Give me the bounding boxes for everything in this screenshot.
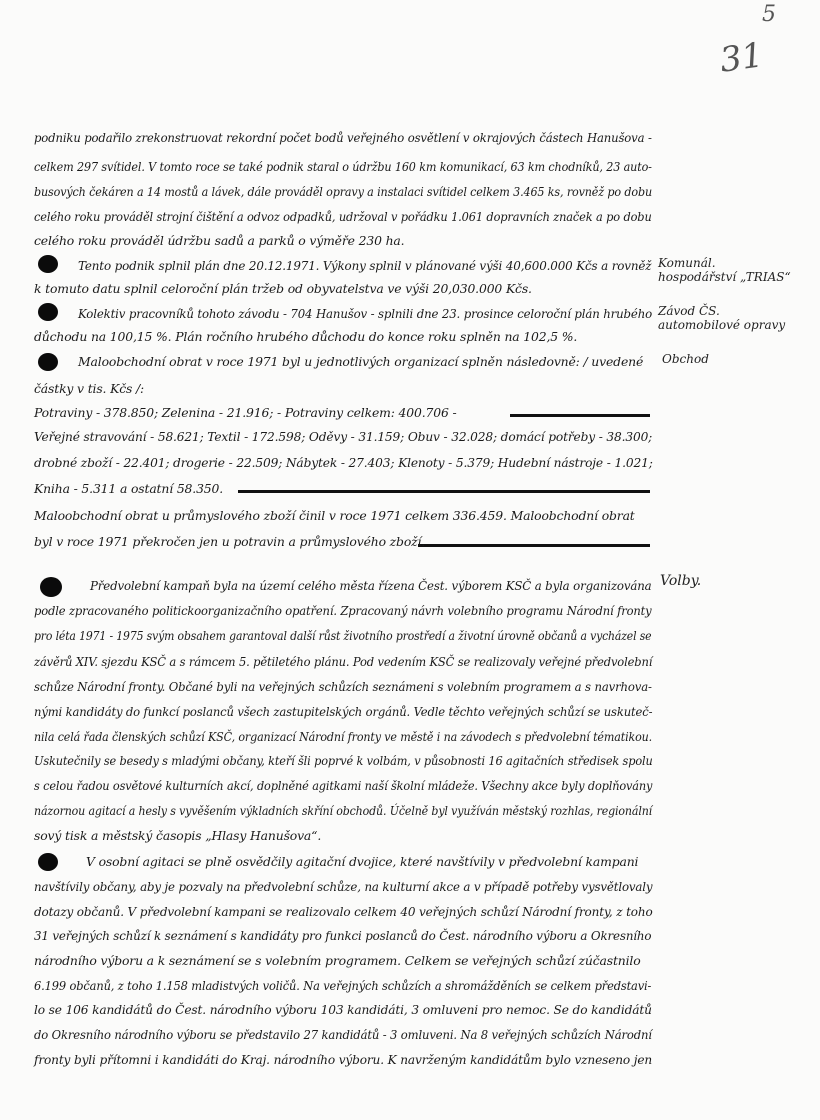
- text-line: lo se 106 kandidátů do Čest. národního výboru 103 kandidáti, 3 omluveni pro nemoc. Se do kandidátů: [34, 1002, 652, 1017]
- text-line: Maloobchodní obrat u průmyslového zboží činil v roce 1971 celkem 336.459. Maloobchodní obrat: [34, 508, 635, 523]
- bullet: [38, 853, 58, 871]
- text-line: podniku podařilo zrekonstruovat rekordní počet bodů veřejného osvětlení v okrajových částech Hanušova -: [34, 130, 652, 145]
- text-line: celého roku prováděl strojní čištění a odvoz odpadků, udržoval v pořádku 1.061 dopravních značek a po dobu: [34, 209, 652, 224]
- text-line: Veřejné stravování - 58.621; Textil - 172.598; Oděvy - 31.159; Obuv - 32.028; domácí potřeby - 38.300;: [34, 429, 653, 444]
- text-line: národního výboru a k seznámení se s volebním programem. Celkem se veřejných schůzí zúčastnilo: [34, 953, 641, 968]
- underline-rule: [238, 490, 650, 493]
- text-line: závěrů XIV. sjezdu KSČ a s rámcem 5. pětiletého plánu. Pod vedením KSČ se realizovaly veřejné předvolební: [34, 654, 653, 669]
- margin-note-zavod: Závod ČS. automobilové opravy: [658, 304, 786, 332]
- text-line: fronty byli přítomni i kandidáti do Kraj. národního výboru. K navrženým kandidátům bylo vzneseno jen: [34, 1052, 653, 1067]
- text-line: navštívily občany, aby je pozvaly na předvolební schůze, na kulturní akce a v případě potřeby vysvětlovaly: [34, 879, 653, 894]
- corner-page-mark: 5: [762, 2, 776, 27]
- text-line: názornou agitací a hesly s vyvěšením výkladních skříní obchodů. Účelně byl využíván městský rozhlas, regionální: [34, 803, 653, 818]
- text-line: částky v tis. Kčs /:: [34, 381, 145, 396]
- text-line: busových čekáren a 14 mostů a lávek, dále prováděl opravy a instalaci svítidel celkem 3.465 ks, rovněž po dobu: [34, 184, 653, 199]
- text-line: 6.199 občanů, z toho 1.158 mladistvých voličů. Na veřejných schůzích a shromážděních se celkem představi-: [34, 978, 652, 993]
- text-line: důchodu na 100,15 %. Plán ročního hrubého důchodu do konce roku splněn na 102,5 %.: [34, 329, 578, 344]
- text-line: Uskutečnily se besedy s mladými občany, kteří šli poprvé k volbám, v působnosti 16 agitačních středisek spolu: [34, 753, 653, 768]
- page-number: 31: [717, 35, 766, 81]
- text-line: k tomuto datu splnil celoroční plán tržeb od obyvatelstva ve výši 20,030.000 Kčs.: [34, 281, 532, 296]
- text-line: celého roku prováděl údržbu sadů a parků o výměře 230 ha.: [34, 233, 405, 248]
- text-line: do Okresního národního výboru se představilo 27 kandidátů - 3 omluveni. Na 8 veřejných schůzích Národní: [34, 1027, 652, 1042]
- text-line: Kniha - 5.311 a ostatní 58.350.: [34, 481, 224, 496]
- text-line: dotazy občanů. V předvolební kampani se realizovalo celkem 40 veřejných schůzí Národní fronty, z toho: [34, 904, 653, 919]
- text-line: nými kandidáty do funkcí poslanců všech zastupitelských orgánů. Vedle těchto veřejných schůzí se uskuteč-: [34, 704, 653, 719]
- underline-rule: [510, 414, 650, 417]
- text-line: V osobní agitaci se plně osvědčily agitační dvojice, které navštívily v předvolební kampani: [86, 854, 639, 869]
- bullet: [38, 303, 58, 321]
- text-line: s celou řadou osvětové kulturních akcí, doplněné agitkami naší školní mládeže. Všechny akce byly doplňovány: [34, 778, 653, 793]
- text-line: nila celá řada členských schůzí KSČ, organizací Národní fronty ve městě i na závodech s předvolební tématikou.: [34, 729, 653, 744]
- text-line: 31 veřejných schůzí k seznámení s kandidáty pro funkci poslanců do Čest. národního výboru a Okresního: [34, 928, 652, 943]
- text-line: celkem 297 svítidel. V tomto roce se také podnik staral o údržbu 160 km komunikací, 63 km chodníků, 23 auto-: [34, 159, 652, 174]
- bullet: [38, 353, 58, 371]
- text-line: Kolektiv pracovníků tohoto závodu - 704 Hanušov - splnili dne 23. prosince celoroční plán hrubého: [78, 306, 653, 321]
- text-line: Tento podnik splnil plán dne 20.12.1971. Výkony splnil v plánované výši 40,600.000 Kčs a rovněž: [78, 258, 652, 273]
- underline-rule: [418, 544, 650, 547]
- text-line: Předvolební kampaň byla na území celého města řízena Čest. výborem KSČ a byla organizována: [90, 578, 652, 593]
- margin-note-trias: Komunál. hospodářství „TRIAS“: [658, 256, 791, 284]
- text-line: pro léta 1971 - 1975 svým obsahem garantoval další růst životního prostředí a životní úrovně občanů a vycházel se: [34, 628, 652, 643]
- bullet: [38, 255, 58, 273]
- text-line: Potraviny - 378.850; Zelenina - 21.916; - Potraviny celkem: 400.706 -: [34, 405, 457, 420]
- bullet: [40, 577, 62, 597]
- text-line: drobné zboží - 22.401; drogerie - 22.509; Nábytek - 27.403; Klenoty - 5.379; Hudební nástroje - 1.021;: [34, 455, 653, 470]
- text-line: sový tisk a městský časopis „Hlasy Hanušova“.: [34, 828, 322, 843]
- text-line: byl v roce 1971 překročen jen u potravin a průmyslového zboží.: [34, 534, 426, 549]
- text-line: podle zpracovaného politickoorganizačního opatření. Zpracovaný návrh volebního programu Národní fronty: [34, 603, 652, 618]
- text-line: schůze Národní fronty. Občané byli na veřejných schůzích seznámeni s volebním programem a s navrhova-: [34, 679, 652, 694]
- margin-note-obchod: Obchod: [662, 352, 709, 366]
- margin-note-volby: Volby.: [660, 573, 702, 589]
- text-line: Maloobchodní obrat v roce 1971 byl u jednotlivých organizací splněn následovně: / uvedené: [78, 354, 644, 369]
